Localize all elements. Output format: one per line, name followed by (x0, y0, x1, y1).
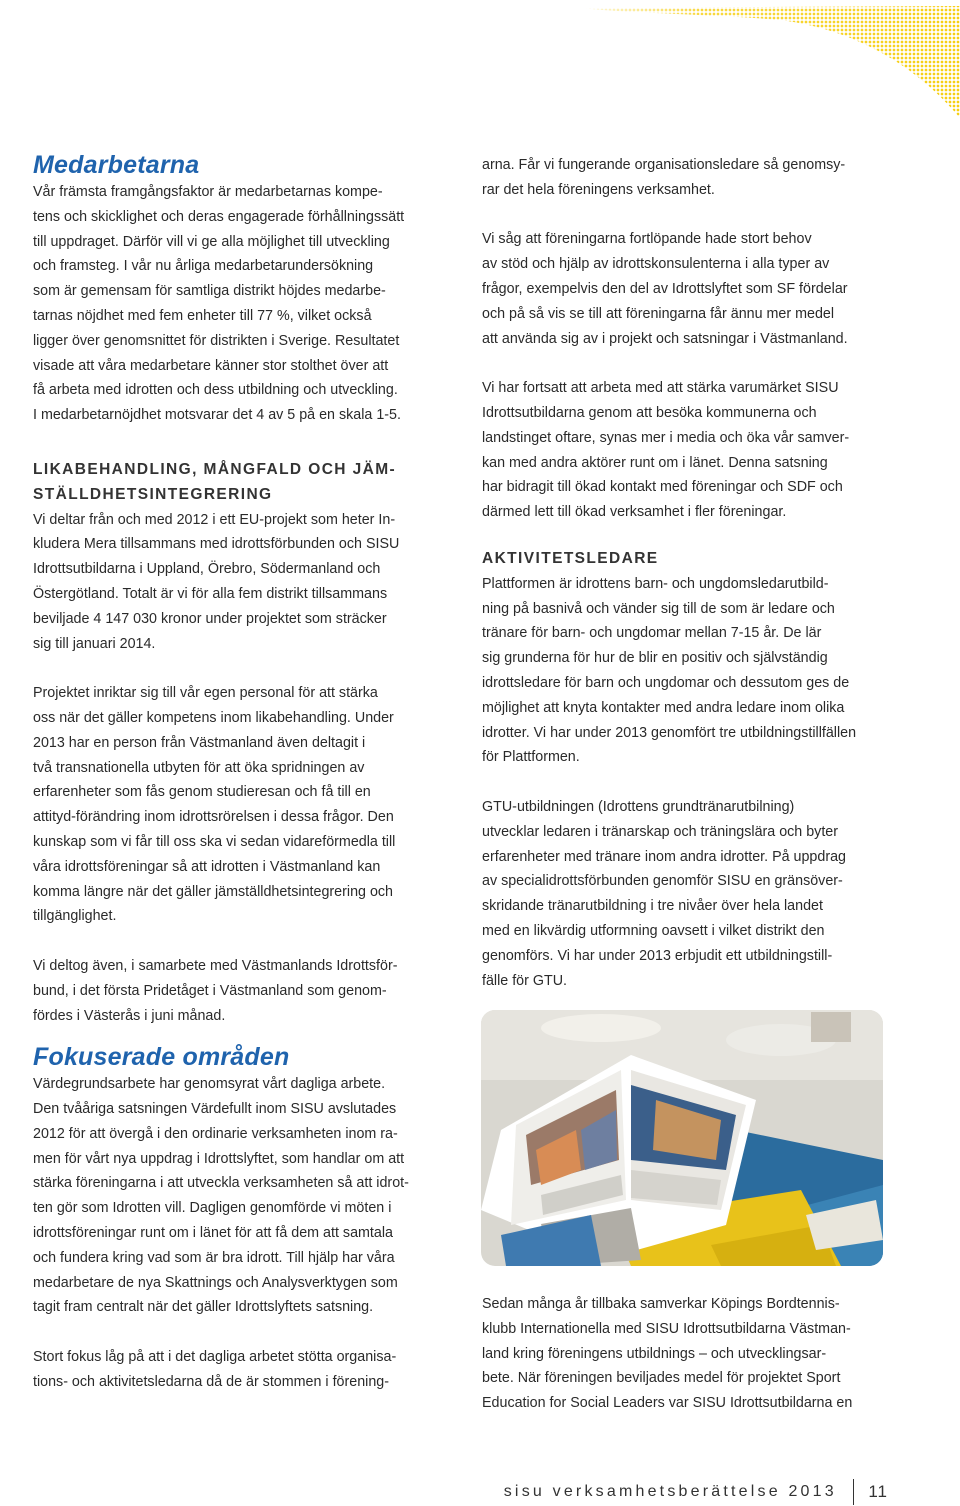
body-paragraph: GTU-utbildningen (Idrottens grundtränarutbilning) utvecklar ledaren i tränarskap och träningslära och byter erfarenheter med tränare inom andra idrotter. På uppdrag av specialidrottsförbunden genomför SISU en gränsöver- skridande tränarutbildning i tre nivåer över hela landet med en likvärdig utformning oavsett i vilket distrikt den genomförs. Vi har under 2013 erbjudit ett utbildningstill- fälle för GTU. (482, 798, 846, 989)
body-paragraph: Projektet inriktar sig till vår egen personal för att stärka oss när det gäller kompetens inom likabehandling. Under 2013 har en person från Västmanland även deltagit i två transnationella utbyten för att öka spridningen av erfarenheter som fås genom studieresan och få till en attityd-förändring inom idrottsrörelsen i dessa frågor. Den kunskap som vi får till oss ska vi sedan vidareförmedla till våra idrottsföreningar så att idrotten i Västmanland kan komma längre när det gäller jämställdhetsintegrering och tillgänglighet. (33, 685, 396, 925)
subheading-aktivitetsledare: AKTIVITETSLEDARE (482, 549, 659, 567)
right-column (482, 153, 892, 993)
section-title-fokuserade-omraden: Fokuserade områden (33, 1043, 290, 1072)
footer-title: sisu verksamhetsberättelse 2013 (503, 1483, 837, 1500)
body-paragraph: Vår främsta framgångsfaktor är medarbetarnas kompe- tens och skicklighet och deras engagerade förhållningssätt till uppdraget. Därför vill vi ge alla möjlighet till utveckling och framsteg. I vår nu årliga medarbetarundersökning som är gemensam för samtliga distrikt höjdes medarbe- tarnas nöjdhet med fem enheter till 77 %, vilket också ligger över genomsnittet för distrikten i Sverige. Resultatet visade att våra medarbetare känner stor stolthet över att få arbeta med idrotten och dess utbildning och utveckling. I medarbetarnöjdhet motsvarar det 4 av 5 på en skala 1-5. (33, 184, 405, 424)
body-paragraph: Vi deltog även, i samarbete med Västmanlands Idrottsför- bund, i det första Pridetåget i Västmanland som genom- fördes i Västerås i juni månad. (33, 957, 398, 1024)
body-paragraph: Stort fokus låg på att i det dagliga arbetet stötta organisa- tions- och aktivitetsledarna då de är stommen i förening- (33, 1349, 397, 1390)
section-title-medarbetarna: Medarbetarna (33, 151, 200, 179)
body-paragraph: Vi deltar från och med 2012 i ett EU-projekt som heter In- kludera Mera tillsammans med idrottsförbunden och SISU Idrottsutbildarna i Uppland, Örebro, Södermanland och Östergötland. Totalt är vi för alla fem distrikt tillsammans beviljade 4 147 030 kronor under projektet som sträcker sig till januari 2014. (33, 511, 400, 652)
page-number: 11 (868, 1482, 888, 1501)
body-paragraph: Vi såg att föreningarna fortlöpande hade stort behov av stöd och hjälp av idrottskonsulenterna i alla typer av frågor, exempelvis den del av Idrottslyftet som SF fördelar och på så vis se till att föreningarna får ännu mer medel att använda sig av i projekt och satsningar i Västmanland. (482, 231, 848, 347)
body-paragraph: Värdegrundsarbete har genomsyrat vårt dagliga arbete. Den tvååriga satsningen Värdefullt inom SISU avslutades 2012 för att övergå i den ordinarie verksamheten inom ra- men för vårt nya uppdrag i Idrottslyftet, som handlar om att stärka föreningarna i att utveckla verksamheten så att idrot- ten gör som Idrotten vill. Dagligen genomförde vi möten i idrottsföreningar runt om i länet för att få dem att samtala och fundera kring vad som är bra idrott. Till hjälp har våra medarbetare de nya Skattnings och Analysverktygen som tagit fram centralt när det gäller Idrottslyftets satsning. (33, 1076, 409, 1316)
yellow-dot-pattern-corner (560, 0, 960, 130)
subheading-likabehandling: LIKABEHANDLING, MÅNGFALD OCH JÄM- STÄLLDHETSINTEGRERING (33, 460, 397, 503)
body-paragraph: Plattformen är idrottens barn- och ungdomsledarutbild- ning på basnivå och vänder sig till de som är ledare och tränare för barn- och ungdomar mellan 7-15 år. De lär sig grunderna för hur de blir en positiv och självständig idrottsledare för barn och ungdomar och dessutom ges de möjlighet att knyta kontakter med andra ledare inom olika idrotter. Vi har under 2013 genomfört tre utbildningstillfällen för Plattformen. (482, 575, 857, 766)
page-footer (504, 1478, 888, 1506)
body-paragraph: arna. Får vi fungerande organisationsledare så genomsy- rar det hela föreningens verksamhet. (482, 157, 846, 198)
photo-illustration (481, 1010, 883, 1266)
left-column (33, 150, 448, 1395)
body-paragraph: Vi har fortsatt att arbeta med att stärka varumärket SISU Idrottsutbildarna genom att besöka kommunerna och landstinget oftare, synas mer i media och öka vår samver- kan med andra aktörer runt om i länet. Denna satsning har bidragit till ökad kontakt med föreningar och SDF och därmed lett till ökad verksamhet i fler föreningar. (482, 380, 850, 521)
photo-brochures-on-table (481, 1010, 883, 1266)
footer-divider (853, 1479, 855, 1505)
photo-caption: Sedan många år tillbaka samverkar Köpings Bordtennis- klubb Internationella med SISU Idrottsutbildarna Västman- land kring föreningens utbildnings – och utvecklingsar- bete. När föreningen beviljades medel för projektet Sport Education for Social Leaders var SISU Idrottsutbildarna en (482, 1296, 853, 1412)
